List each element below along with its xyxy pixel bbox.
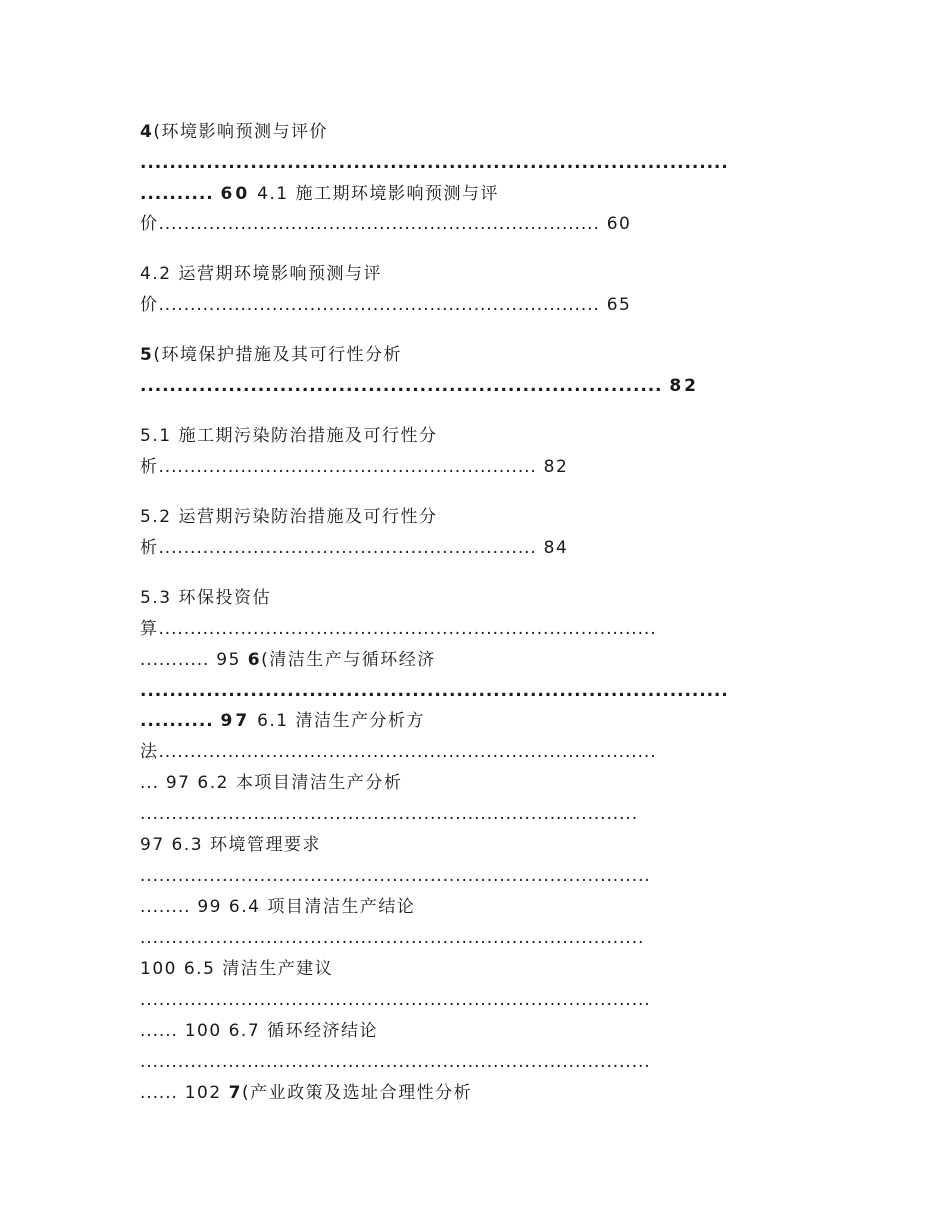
dot-leader: ....................................................................... xyxy=(140,376,663,396)
page-number: 100 xyxy=(140,959,177,979)
dot-leader-line xyxy=(140,865,651,887)
toc-entry-6-5[interactable] xyxy=(140,958,333,980)
toc-entry-6-1[interactable] xyxy=(140,710,425,732)
entry-title: 5.3 环保投资估 xyxy=(140,588,271,608)
page-number: 84 xyxy=(543,538,569,558)
dot-leader: ............................................................................... xyxy=(140,804,639,824)
toc-entry-5-3-cont[interactable] xyxy=(140,618,657,640)
page-number: 82 xyxy=(543,457,569,477)
dot-leader: ............................................................ xyxy=(158,457,537,477)
toc-entry-5-1-cont[interactable] xyxy=(140,456,568,478)
dot-leader: ...................................................................... xyxy=(158,295,600,315)
toc-entry-6-2[interactable] xyxy=(140,772,402,794)
toc-entry-4-2-cont[interactable] xyxy=(140,294,631,316)
toc-heading-6[interactable] xyxy=(140,649,436,671)
dot-leader: ... xyxy=(140,773,159,793)
dot-leader: ........ xyxy=(140,897,191,917)
dot-leader: ................................................................................ xyxy=(140,928,645,948)
page-number: 97 xyxy=(140,835,165,855)
dot-leader-line xyxy=(140,803,638,825)
chapter-number: 4 xyxy=(140,122,154,142)
dot-leader-line xyxy=(140,680,729,702)
dot-leader: ........... xyxy=(140,650,210,670)
dot-leader: ................................................................................. xyxy=(140,866,651,886)
entry-title: 价 xyxy=(140,214,159,234)
chapter-number: 5 xyxy=(140,345,154,365)
toc-heading-4[interactable] xyxy=(140,121,328,143)
toc-entry-5-1[interactable] xyxy=(140,425,437,447)
toc-entry-4-2[interactable] xyxy=(140,263,382,285)
entry-title: 6.1 清洁生产分析方 xyxy=(257,711,426,731)
page-number: 99 xyxy=(197,897,222,917)
dot-leader: .......... xyxy=(140,711,214,731)
entry-title: 析 xyxy=(140,538,159,558)
dot-leader-line xyxy=(140,152,729,174)
entry-title: 6.7 循环经济结论 xyxy=(228,1021,379,1041)
dot-leader: ............................................................................... xyxy=(158,619,657,639)
page-number: 60 xyxy=(220,184,251,204)
page-number: 97 xyxy=(220,711,251,731)
dot-leader: ...................................................................... xyxy=(158,214,600,234)
dot-leader: ................................................................................. xyxy=(140,1052,651,1072)
toc-entry-5-3[interactable] xyxy=(140,587,271,609)
toc-heading-5[interactable] xyxy=(140,344,402,366)
entry-title: 6.3 环境管理要求 xyxy=(171,835,321,855)
entry-title: 5.1 施工期污染防治措施及可行性分 xyxy=(140,426,438,446)
dot-leader-line xyxy=(140,1051,651,1073)
page-number: 97 xyxy=(165,773,191,793)
page-number: 65 xyxy=(606,295,632,315)
entry-title: 6.2 本项目清洁生产分析 xyxy=(197,773,403,793)
toc-entry-6-3[interactable] xyxy=(140,834,321,856)
dot-leader: ............................................................................... xyxy=(158,742,657,762)
entry-title: 5.2 运营期污染防治措施及可行性分 xyxy=(140,507,438,527)
page-number: 60 xyxy=(606,214,632,234)
dot-leader: ...... xyxy=(140,1021,178,1041)
dot-leader: ................................................................................ xyxy=(140,153,729,173)
entry-title: 4.1 施工期环境影响预测与评 xyxy=(257,184,500,204)
entry-title: (环境影响预测与评价 xyxy=(153,122,328,142)
entry-title: 析 xyxy=(140,457,159,477)
entry-title: 算 xyxy=(140,619,159,639)
entry-title: 6.5 清洁生产建议 xyxy=(183,959,334,979)
chapter-number: 7 xyxy=(228,1083,242,1103)
entry-title: 价 xyxy=(140,295,159,315)
entry-title: 4.2 运营期环境影响预测与评 xyxy=(140,264,382,284)
entry-title: (产业政策及选址合理性分析 xyxy=(241,1083,473,1103)
dot-leader-line xyxy=(140,989,651,1011)
entry-title: (清洁生产与循环经济 xyxy=(261,650,436,670)
page-number: 102 xyxy=(184,1083,222,1103)
toc-entry-4-1[interactable] xyxy=(140,183,499,205)
dot-leader: ............................................................ xyxy=(158,538,537,558)
toc-heading-5-cont[interactable] xyxy=(140,375,699,397)
page-number: 82 xyxy=(669,376,699,396)
entry-title: 6.4 项目清洁生产结论 xyxy=(228,897,416,917)
dot-leader: ...... xyxy=(140,1083,178,1103)
chapter-number: 6 xyxy=(247,650,262,670)
page-number: 95 xyxy=(216,650,241,670)
dot-leader: ................................................................................. xyxy=(140,990,651,1010)
toc-entry-5-2-cont[interactable] xyxy=(140,537,568,559)
toc-entry-6-1-cont[interactable] xyxy=(140,741,657,763)
toc-entry-5-2[interactable] xyxy=(140,506,437,528)
toc-entry-6-4[interactable] xyxy=(140,896,415,918)
toc-heading-7[interactable] xyxy=(140,1082,472,1104)
toc-entry-6-7[interactable] xyxy=(140,1020,378,1042)
dot-leader: .......... xyxy=(140,184,214,204)
toc-entry-4-1-cont[interactable] xyxy=(140,213,631,235)
entry-title: (环境保护措施及其可行性分析 xyxy=(153,345,402,365)
dot-leader: ................................................................................ xyxy=(140,681,729,701)
page-number: 100 xyxy=(184,1021,222,1041)
entry-title: 法 xyxy=(140,742,159,762)
dot-leader-line xyxy=(140,927,644,949)
